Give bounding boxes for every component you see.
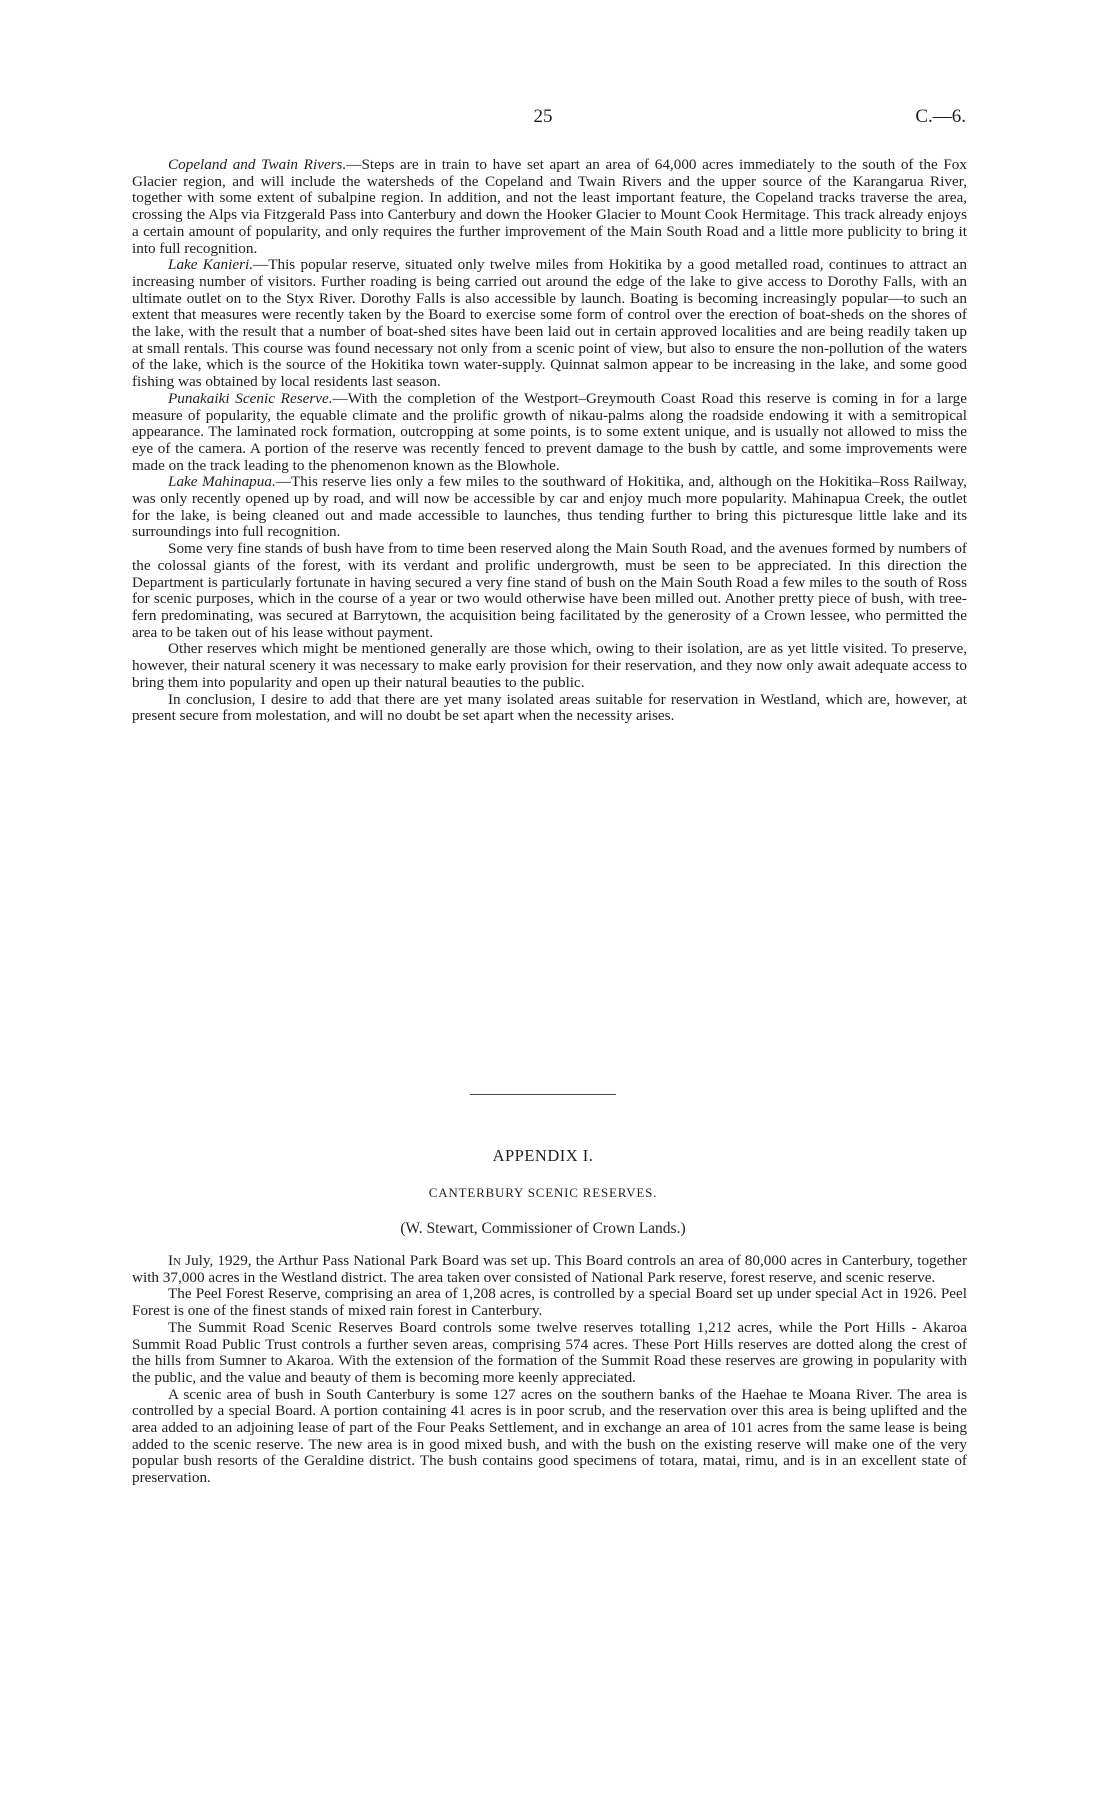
paper-reference: C.—6.	[915, 106, 966, 127]
paragraph-text: Some very fine stands of bush have from to time been reserved along the Main South Road, and the avenues formed by numbers of the colossal giants of the forest, with its verdant and prolific undergrowth, must be seen to be appreciated. In this direction the Department is particularly fortunate in having secured a very fine stand of bush on the Main South Road a few miles to the south of Ross for scenic purposes, which in the course of a year or two would otherwise have been milled out. Another pretty piece of bush, with tree-fern predominating, was secured at Barrytown, the acquisition being facilitated by the generosity of a Crown lessee, who permitted the area to be taken out of his lease without payment.	[132, 540, 967, 641]
paragraph-text: —With the completion of the Westport–Greymouth Coast Road this reserve is coming in for a large measure of popularity, the equable climate and the prolific growth of nikau-palms along the roadside endowing it with a semitropical appearance. The laminated rock formation, outcropping at some points, is to some extent unique, and is usually not allowed to miss the eye of the camera. A portion of the reserve was recently fenced to prevent damage to the bush by cattle, and some improvements were made on the track leading to the phenomenon known as the Blowhole.	[132, 389, 967, 474]
paragraph-text: —This reserve lies only a few miles to the southward of Hokitika, and, although on the Hokitika–Ross Railway, was only recently opened up by road, and will now be accessible by car and enjoy much more popularity. Mahinapua Creek, the outlet for the lake, is being cleaned out and made accessible to launches, thus tending further to bring this picturesque little lake and its surroundings into full recognition.	[132, 473, 967, 541]
paragraph-peel-forest	[132, 1286, 967, 1319]
westland-reserves-body	[132, 157, 967, 725]
section-divider	[470, 1094, 616, 1095]
paragraph-conclusion	[132, 692, 967, 725]
paragraph-copeland-twain	[132, 157, 967, 257]
paragraph-lead: Copeland and Twain Rivers.	[168, 156, 347, 173]
paragraph-lake-mahinapua	[132, 474, 967, 541]
appendix-body	[132, 1253, 967, 1487]
paragraph-bush-stands	[132, 541, 967, 641]
page-number: 25	[533, 106, 553, 127]
paragraph-lead: Lake Kanieri.	[168, 256, 254, 274]
paragraph-lead: Punakaiki Scenic Reserve.	[168, 389, 333, 407]
page-header	[0, 106, 1114, 130]
paragraph-text: The Summit Road Scenic Reserves Board controls some twelve reserves totalling 1,212 acres, while the Port Hills - Akaroa Summit Road Public Trust controls a further seven areas, comprising 574 acres. These Port Hills reserves are dotted along the crest of the hills from Sumner to Akaroa. With the extension of the formation of the Summit Road these reserves are growing in popularity with the public, and the value and beauty of them is becoming more keenly appreciated.	[132, 1318, 967, 1386]
paragraph-text: In conclusion, I desire to add that there are yet many isolated areas suitable for reservation in Westland, which are, however, at present secure from molestation, and will no doubt be set apart when the necessity arises.	[132, 690, 967, 725]
paragraph-arthur-pass	[132, 1253, 967, 1286]
appendix-subtitle: CANTERBURY SCENIC RESERVES.	[428, 1185, 658, 1200]
paragraph-other-reserves	[132, 641, 967, 691]
paragraph-south-canterbury	[132, 1387, 967, 1487]
paragraph-opening-word: In	[168, 1252, 182, 1269]
paragraph-text: A scenic area of bush in South Canterbury is some 127 acres on the southern banks of the Haehae te Moana River. The area is controlled by a special Board. A portion containing 41 acres is in poor scrub, and the reservation over this area is being uplifted and the area added to an adjoining lease of part of the Four Peaks Settlement, and in exchange an area of 101 acres from the same lease is being added to the scenic reserve. The new area is in good mixed bush, and with the bush on the existing reserve will make one of the very popular bush resorts of the Geraldine district. The bush contains good specimens of totara, matai, rimu, and is in an excellent state of preservation.	[132, 1385, 967, 1487]
appendix-title: APPENDIX I.	[492, 1146, 594, 1165]
paragraph-text: —This popular reserve, situated only twelve miles from Hokitika by a good metalled road, continues to attract an increasing number of visitors. Further roading is being carried out around the edge of the lake to give access to Dorothy Falls, with an ultimate outlet on to the Styx River. Dorothy Falls is also accessible by launch. Boating is becoming increasingly popular—to such an extent that measures were recently taken by the Board to exercise some form of control over the erection of boat-sheds on the shores of the lake, with the result that a number of boat-shed sites have been laid out in certain approved localities and are being readily taken up at small rentals. This course was found necessary not only from a scenic point of view, but also to ensure the non-pollution of the waters of the lake, which is the source of the Hokitika town water-supply. Quinnat salmon appear to be increasing in the lake, and some good fishing was obtained by local residents last season.	[132, 256, 967, 391]
appendix-author: (W. Stewart, Commissioner of Crown Lands.)	[400, 1220, 686, 1237]
paragraph-text: July, 1929, the Arthur Pass National Park Board was set up. This Board controls an area of 80,000 acres in Canterbury, together with 37,000 acres in the Westland district. The area taken over consisted of National Park reserve, forest reserve, and scenic reserve.	[132, 1252, 967, 1286]
paragraph-text: —Steps are in train to have set apart an area of 64,000 acres immediately to the south of the Fox Glacier region, and will include the watersheds of the Copeland and Twain Rivers and the upper source of the Karangarua River, together with some extent of subalpine region. In addition, and not the least important feature, the Copeland tracks traverse the area, crossing the Alps via Fitzgerald Pass into Canterbury and down the Hooker Glacier to Mount Cook Hermitage. This track already enjoys a certain amount of popularity, and only requires the further improvement of the Main South Road and a little more publicity to bring it into full recognition.	[132, 156, 967, 257]
paragraph-text: The Peel Forest Reserve, comprising an area of 1,208 acres, is controlled by a special Board set up under special Act in 1926. Peel Forest is one of the finest stands of mixed rain forest in Canterbury.	[132, 1285, 967, 1320]
paragraph-summit-road	[132, 1320, 967, 1387]
paragraph-punakaiki	[132, 391, 967, 475]
paragraph-lake-kanieri	[132, 257, 967, 391]
paragraph-lead: Lake Mahinapua.	[168, 473, 276, 491]
paragraph-text: Other reserves which might be mentioned generally are those which, owing to their isolation, are as yet little visited. To preserve, however, their natural scenery it was necessary to make early provision for their reservation, and they now only await adequate access to bring them into popularity and open up their natural beauties to the public.	[132, 640, 967, 691]
